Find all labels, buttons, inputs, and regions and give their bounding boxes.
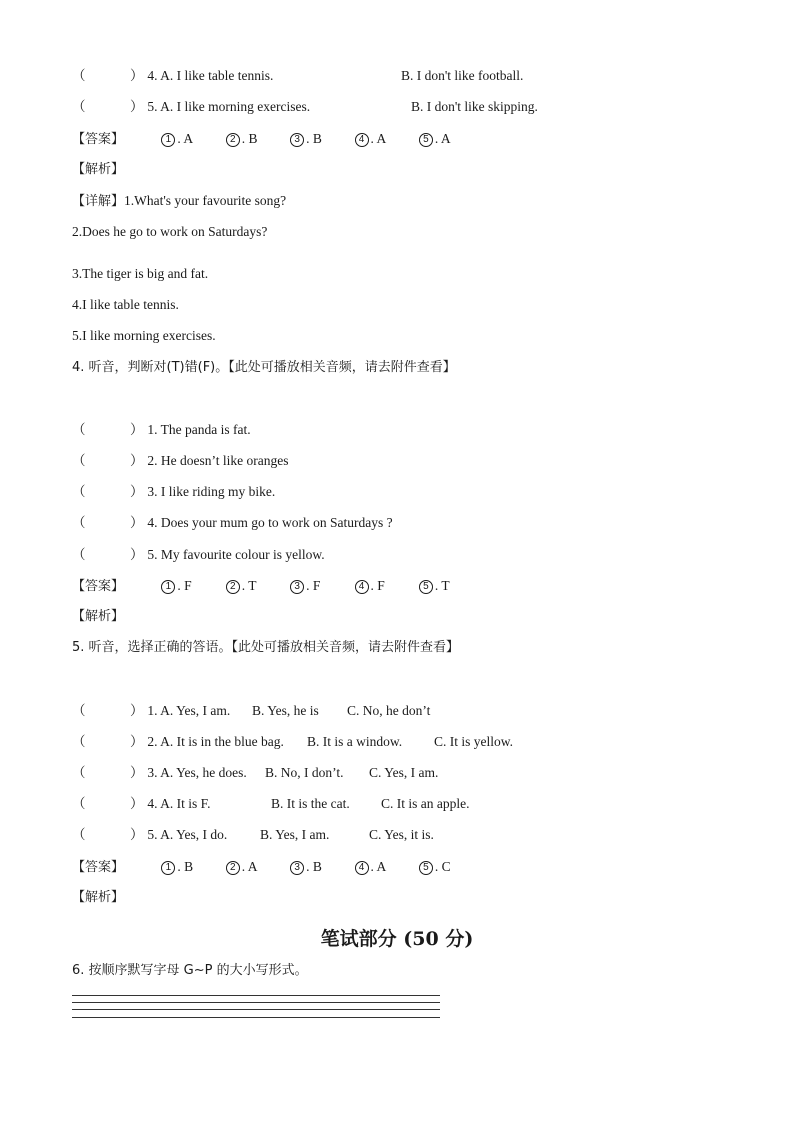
q4-item-5: （ ） 5. My favourite colour is yellow.	[72, 547, 325, 562]
answer-item: 1 . F	[161, 577, 222, 595]
q5-title: 5. 听音，选择正确的答语。【此处可播放相关音频，请去附件查看】	[72, 640, 460, 655]
detail-line-2: 2.Does he go to work on Saturdays?	[72, 224, 268, 239]
answer-item: 1 . A	[161, 130, 222, 148]
detail-line-3: 3.The tiger is big and fat.	[72, 266, 209, 281]
answer-item: 1 . B	[161, 858, 222, 876]
answer-item: 5 . C	[419, 858, 451, 876]
writing-line	[72, 1002, 440, 1003]
q3-item-5-option-b: B. I don't like skipping.	[411, 99, 538, 114]
q3-item-4-option-a: A. I like table tennis.	[160, 68, 274, 83]
q4-item-3: （ ） 3. I like riding my bike.	[72, 484, 276, 499]
answer-item: 4 . F	[355, 577, 416, 595]
q4-item-4: （ ） 4. Does your mum go to work on Saturdays ?	[72, 515, 393, 530]
q4-item-2: （ ） 2. He doesn’t like oranges	[72, 453, 289, 468]
writing-line	[72, 995, 440, 996]
q3-item-5-option-a: A. I like morning exercises.	[160, 99, 311, 114]
q3-item-5: （ ） 5. A. I like morning exercises. B. I don't like skipping.	[72, 99, 538, 114]
answer-item: 4 . A	[355, 130, 416, 148]
answer-item: 3 . B	[290, 130, 351, 148]
q5-answer-row	[72, 858, 451, 877]
answer-label: 【答案】	[72, 132, 125, 147]
q3-item-4-num: 4.	[147, 68, 158, 83]
q6-title: 6. 按顺序默写字母 G~P 的大小写形式。	[72, 963, 308, 978]
writing-line	[72, 1009, 440, 1010]
answer-item: 5 . T	[419, 577, 450, 595]
answer-item: 4 . A	[355, 858, 416, 876]
answer-item: 2 . T	[226, 577, 287, 595]
q5-item-3: （ ） 3. A. Yes, he does. B. No, I don’t. C. Yes, I am.	[72, 765, 439, 780]
answer-item: 5 . A	[419, 130, 451, 148]
answer-item: 2 . A	[226, 858, 287, 876]
analysis-label: 【解析】	[72, 609, 125, 624]
q5-item-4: （ ） 4. A. It is F. B. It is the cat. C. It is an apple.	[72, 796, 470, 811]
detail-label: 【详解】	[72, 194, 125, 209]
answer-item: 3 . F	[290, 577, 351, 595]
detail-line-4: 4.I like table tennis.	[72, 297, 179, 312]
detail-line-1: 【详解】1.What's your favourite song?	[72, 193, 287, 209]
q4-title: 4. 听音，判断对(T)错(F)。【此处可播放相关音频，请去附件查看】	[72, 360, 456, 375]
q5-item-2: （ ） 2. A. It is in the blue bag. B. It is a window. C. It is yellow.	[72, 734, 513, 749]
analysis-label: 【解析】	[72, 162, 125, 177]
q3-item-4: （ ） 4. A. I like table tennis. B. I don't like football.	[72, 68, 524, 83]
writing-line	[72, 1017, 440, 1018]
answer-item: 2 . B	[226, 130, 287, 148]
answer-label: 【答案】	[72, 579, 125, 594]
q5-item-1: （ ） 1. A. Yes, I am. B. Yes, he is C. No, he don’t	[72, 703, 431, 718]
answer-item: 3 . B	[290, 858, 351, 876]
answer-label: 【答案】	[72, 860, 125, 875]
section-title: 笔试部分 (50 分)	[320, 928, 474, 950]
q3-answer-row	[72, 130, 451, 149]
q4-answer-row	[72, 577, 450, 596]
q3-item-5-num: 5.	[147, 99, 158, 114]
detail-line-5: 5.I like morning exercises.	[72, 328, 216, 343]
q3-item-4-option-b: B. I don't like football.	[401, 68, 524, 83]
q4-item-1: （ ） 1. The panda is fat.	[72, 422, 251, 437]
q5-item-5: （ ） 5. A. Yes, I do. B. Yes, I am. C. Yes, it is.	[72, 827, 434, 842]
analysis-label: 【解析】	[72, 890, 125, 905]
